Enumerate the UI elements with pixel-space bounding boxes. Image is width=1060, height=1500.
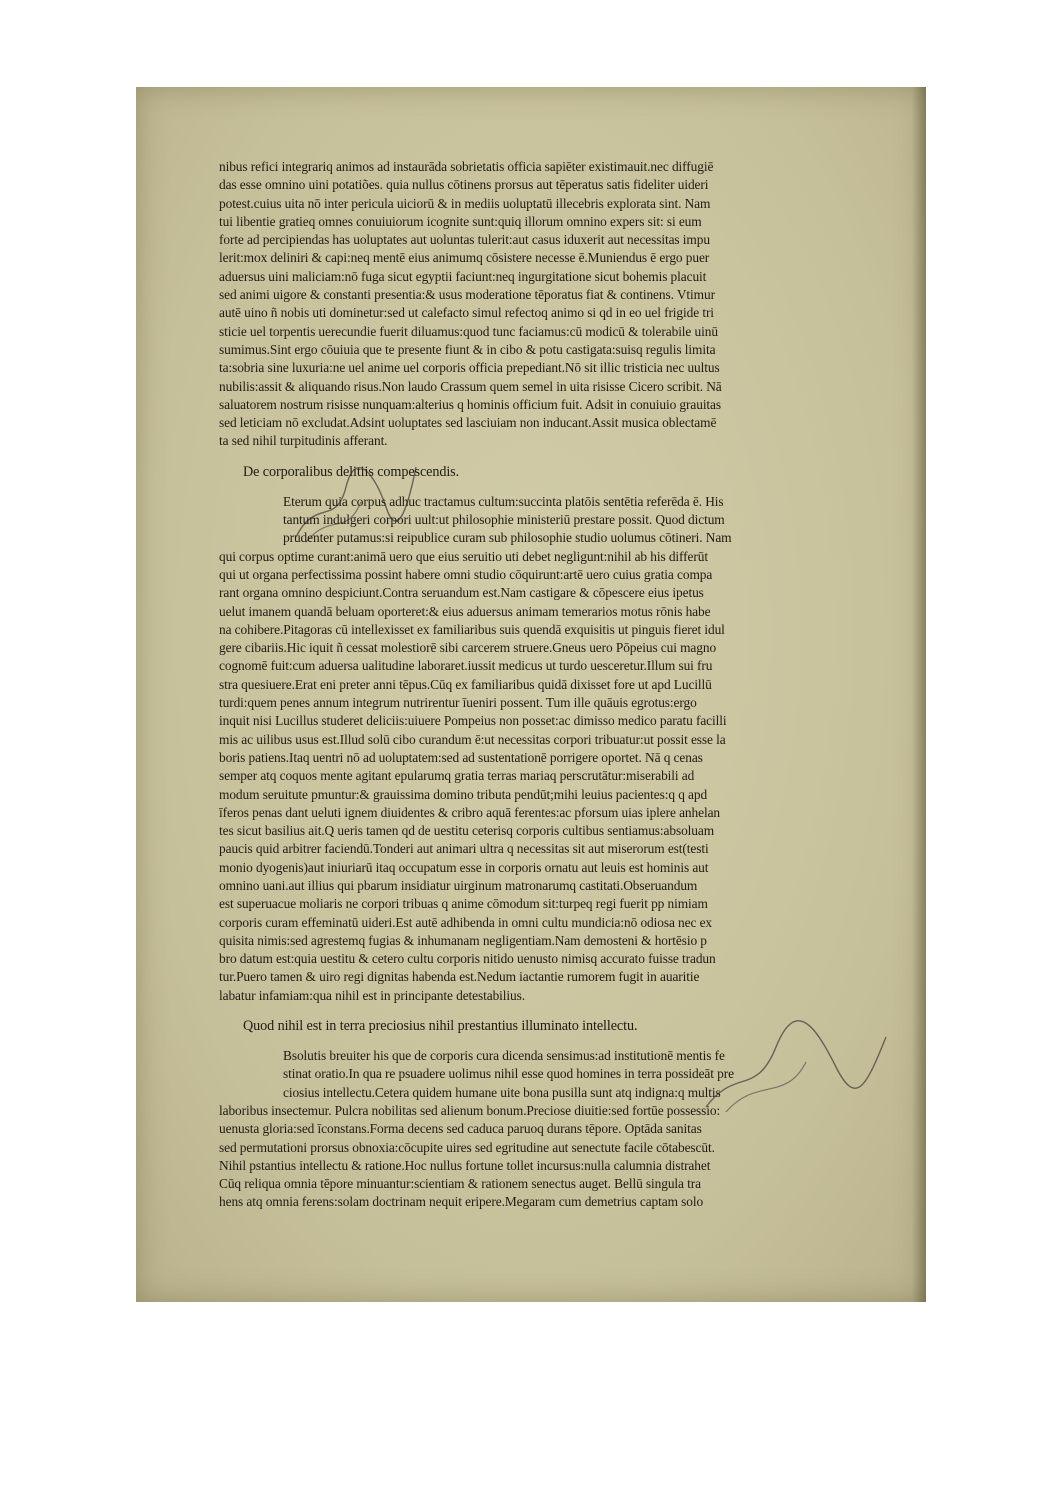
text-line: paucis quid arbitrer faciendū.Tonderi aut animari ultra q necessitas sit aut miserorum est(testi [219, 841, 709, 857]
text-line: nibus refici integrariq animos ad instaurāda sobrietatis officia sapiēter existimauit.nec diffugiē [219, 159, 714, 174]
text-line: potest.cuius uita nō inter pericula uiciorū & in mediis uoluptatū illecebris explorata sint. Nam [219, 195, 711, 211]
text-line: Nihil pstantius intellectu & ratione.Hoc nullus fortune tollet incursus:nulla calumnia distrahet [219, 1157, 711, 1173]
text-line: mis ac uilibus usus est.Illud solū cibo curandum ē:ut necessitas corpori tribuatur:ut possit esse la [219, 731, 726, 747]
text-line: qui ut organa perfectissima possint habere omni studio cōquirunt:artē uero cuius gratia compa [219, 566, 713, 582]
text-line: semper atq coquos mente agitant epularumq gratia terras mariaq perscrutātur:miserabili ad [219, 768, 695, 784]
text-line: qui corpus optime curant:animā uero que eius seruitio uti debet negligunt:nihil ab his differūt [219, 548, 708, 564]
text-line: aduersus uini maliciam:nō fuga sicut egyptii faciunt:neq ingurgitatione sicut bohemis placuit [219, 268, 707, 284]
text-line: ta sed nihil turpitudinis afferant. [219, 433, 388, 449]
text-line: uelut imanem quandā beluam oporteret:& eius aduersus animam temerarios motus rōnis habe [219, 603, 711, 619]
text-line: sed animi uigore & constanti presentia:& usus moderatione tēporatus fiat & continens. Vtimur [219, 287, 715, 303]
paragraph-body-care [219, 493, 909, 1005]
text-line: omnino uani.aut illius qui pbarum insidiatur uirginum matronarumq castitati.Obseruandum [219, 877, 698, 893]
text-line: sticie uel torpentis uerecundie fuerit diluamus:quod tunc faciamus:cū modicū & tolerabile uinū [219, 323, 718, 339]
text-line: labatur infamiam:qua nihil est in principante detestabilius. [219, 987, 525, 1003]
text-line: Bsolutis breuiter his que de corporis cura dicenda sensimus:ad institutionē mentis fe [283, 1048, 725, 1064]
text-line: bro datum est:quia uestitu & cetero cultu corporis nitido uenusto nimisq accurato fuisse tradun [219, 951, 716, 967]
text-line: turdi:quem penes annum integrum nutrirentur īueniri possent. Tum ille quāuis egrotus:ergo [219, 695, 697, 711]
text-line: stra quesiuere.Erat eni preter anni tēpus.Cūq ex familiaribus quidā dixisset fore ut apd Lucillū [219, 676, 712, 692]
section-heading: Quod nihil est in terra preciosius nihil prestantius illuminato intellectu. [243, 1018, 638, 1035]
text-line: est superuacue moliaris ne corpori tribuas q anime cōmodum sit:turpeq regi fuerit pp nimiam [219, 896, 708, 912]
text-line: prudenter putamus:si reipublice curam sub philosophie studio uolumus cōtineri. Nam [283, 530, 732, 546]
text-line: laboribus insectemur. Pulcra nobilitas sed alienum bonum.Preciose diuitie:sed fortūe possessio: [219, 1102, 721, 1118]
text-line: nubilis:assit & aliquando risus.Non laudo Crassum quem semel in uita risisse Cicero scribit. Nā [219, 378, 722, 394]
text-line: monio dyogenis)aut iniuriarū itaq occupatum esse in corporis ornatu aut leuis est hominis aut [219, 859, 709, 875]
text-line: gere cibariis.Hic iquit ñ cessat molestiorē sibi carcerem struere.Gneus uero Pōpeius cui magno [219, 640, 717, 656]
text-line: tes sicut basilius ait.Q ueris tamen qd de uestitu ceterisq corporis cultibus sentiamus:absoluam [219, 823, 715, 839]
text-line: corporis curam effeminatū uideri.Est autē adhibenda in omni cultu mundicia:nō odiosa nec ex [219, 914, 713, 930]
text-line: tui libentie gratieq omnes conuiuiorum icognite sunt:quiq illorum omnino expers sit: si eum [219, 213, 702, 229]
text-line: ta:sobria sine luxuria:ne uel anime uel corporis officia prepediant.Nō sit illic tristicia nec uultus [219, 360, 720, 376]
text-line: quisita nimis:sed agrestemq fugias & inhumanam negligentiam.Nam demosteni & hortēsio p [219, 932, 707, 948]
section-heading: De corporalibus delitiis compescendis. [243, 463, 460, 480]
text-line: sed leticiam nō excludat.Adsint uoluptates sed lasciuiam non inducant.Assit musica oblectamē [219, 415, 717, 431]
text-line: Eterum quia corpus adhuc tractamus cultum:succinta platōis sentētia referēda ē. His [283, 493, 724, 509]
text-line: stinat oratio.In qua re psuadere uolimus nihil esse quod homines in terra possideāt pre [283, 1066, 734, 1082]
text-line: cognomē fuit:cum aduersa ualitudine laboraret.iussit medicus ut turdo uesceretur.Illum sui fru [219, 658, 713, 674]
scanned-page [136, 87, 926, 1302]
paragraph-intellect [219, 1047, 909, 1212]
page-edge-shadow [912, 87, 926, 1302]
text-line: modum seruitute pmuntur:& grauissima domino tributa pendūt;mihi leuius pacientes:q q apd [219, 786, 708, 802]
text-line: ciosius intellectu.Cetera quidem humane uite bona pusilla sunt atq indigna:q multis [283, 1084, 721, 1100]
text-line: sumimus.Sint ergo cōuiuia que te presente fiunt & in cibo & potu castigata:suisq regulis limita [219, 341, 716, 357]
text-line: īferos penas dant ueluti ignem diuidentes & cribro aquā ferentes:ac pforsum uias iplere anhelan [219, 804, 721, 820]
text-line: forte ad percipiendas has uoluptates aut uoluntas tulerit:aut casus iduxerit aut necessitas impu [219, 232, 710, 248]
text-line: tantum indulgeri corpori uult:ut philosophie ministeriū prestare possit. Quod dictum [283, 512, 725, 528]
text-line: uenusta gloria:sed īconstans.Forma decens sed caduca paruoq durans tēpore. Optāda sanitas [219, 1121, 702, 1137]
text-line: sed permutationi prorsus obnoxia:cōcupite uires sed egritudine aut senectute facile cōtabescūt. [219, 1139, 715, 1155]
text-line: Cūq reliqua omnia tēpore minuantur:scientiam & rationem senectus auget. Bellū singula tra [219, 1176, 701, 1192]
text-line: boris patiens.Itaq uentri nō ad uoluptatem:sed ad sustentationē porrigere oportet. Nā q cenas [219, 749, 703, 765]
text-line: lerit:mox deliniri & capi:neq mentē eius animumq cōsistere necesse ē.Muniendus ē ergo puer [219, 250, 710, 266]
text-line: tur.Puero tamen & uiro regi dignitas habenda est.Nedum iactantie rumorem fugit in auaritie [219, 969, 700, 985]
page-text [219, 158, 909, 1212]
text-line: autē uino ñ nobis uti dominetur:sed ut calefacto simul refectoq animo si qd in eo uel frigide tri [219, 305, 714, 321]
text-line: rant organa omnino despiciunt.Contra seruandum est.Nam castigare & cōpescere eius ipetus [219, 585, 704, 601]
text-line: inquit nisi Lucillus studeret deliciis:uiuere Pompeius non posset:ac dimisso medico paratu facilli [219, 713, 727, 729]
text-line: saluatorem nostrum risisse nunquam:alterius q hominis officium fuit. Adsit in conuiuio grauitas [219, 396, 722, 412]
text-line: na cohibere.Pitagoras cū intellexisset ex familiaribus suis quendā exquisitis ut pinguis fieret idul [219, 621, 725, 637]
text-line: hens atq omnia ferens:solam doctrinam nequit eripere.Megaram cum demetrius captam solo [219, 1194, 704, 1210]
text-line: das esse omnino uini potatiões. quia nullus cōtinens prorsus aut tēperatus satis fideliter uideri [219, 177, 709, 193]
paragraph-wine [219, 158, 909, 451]
